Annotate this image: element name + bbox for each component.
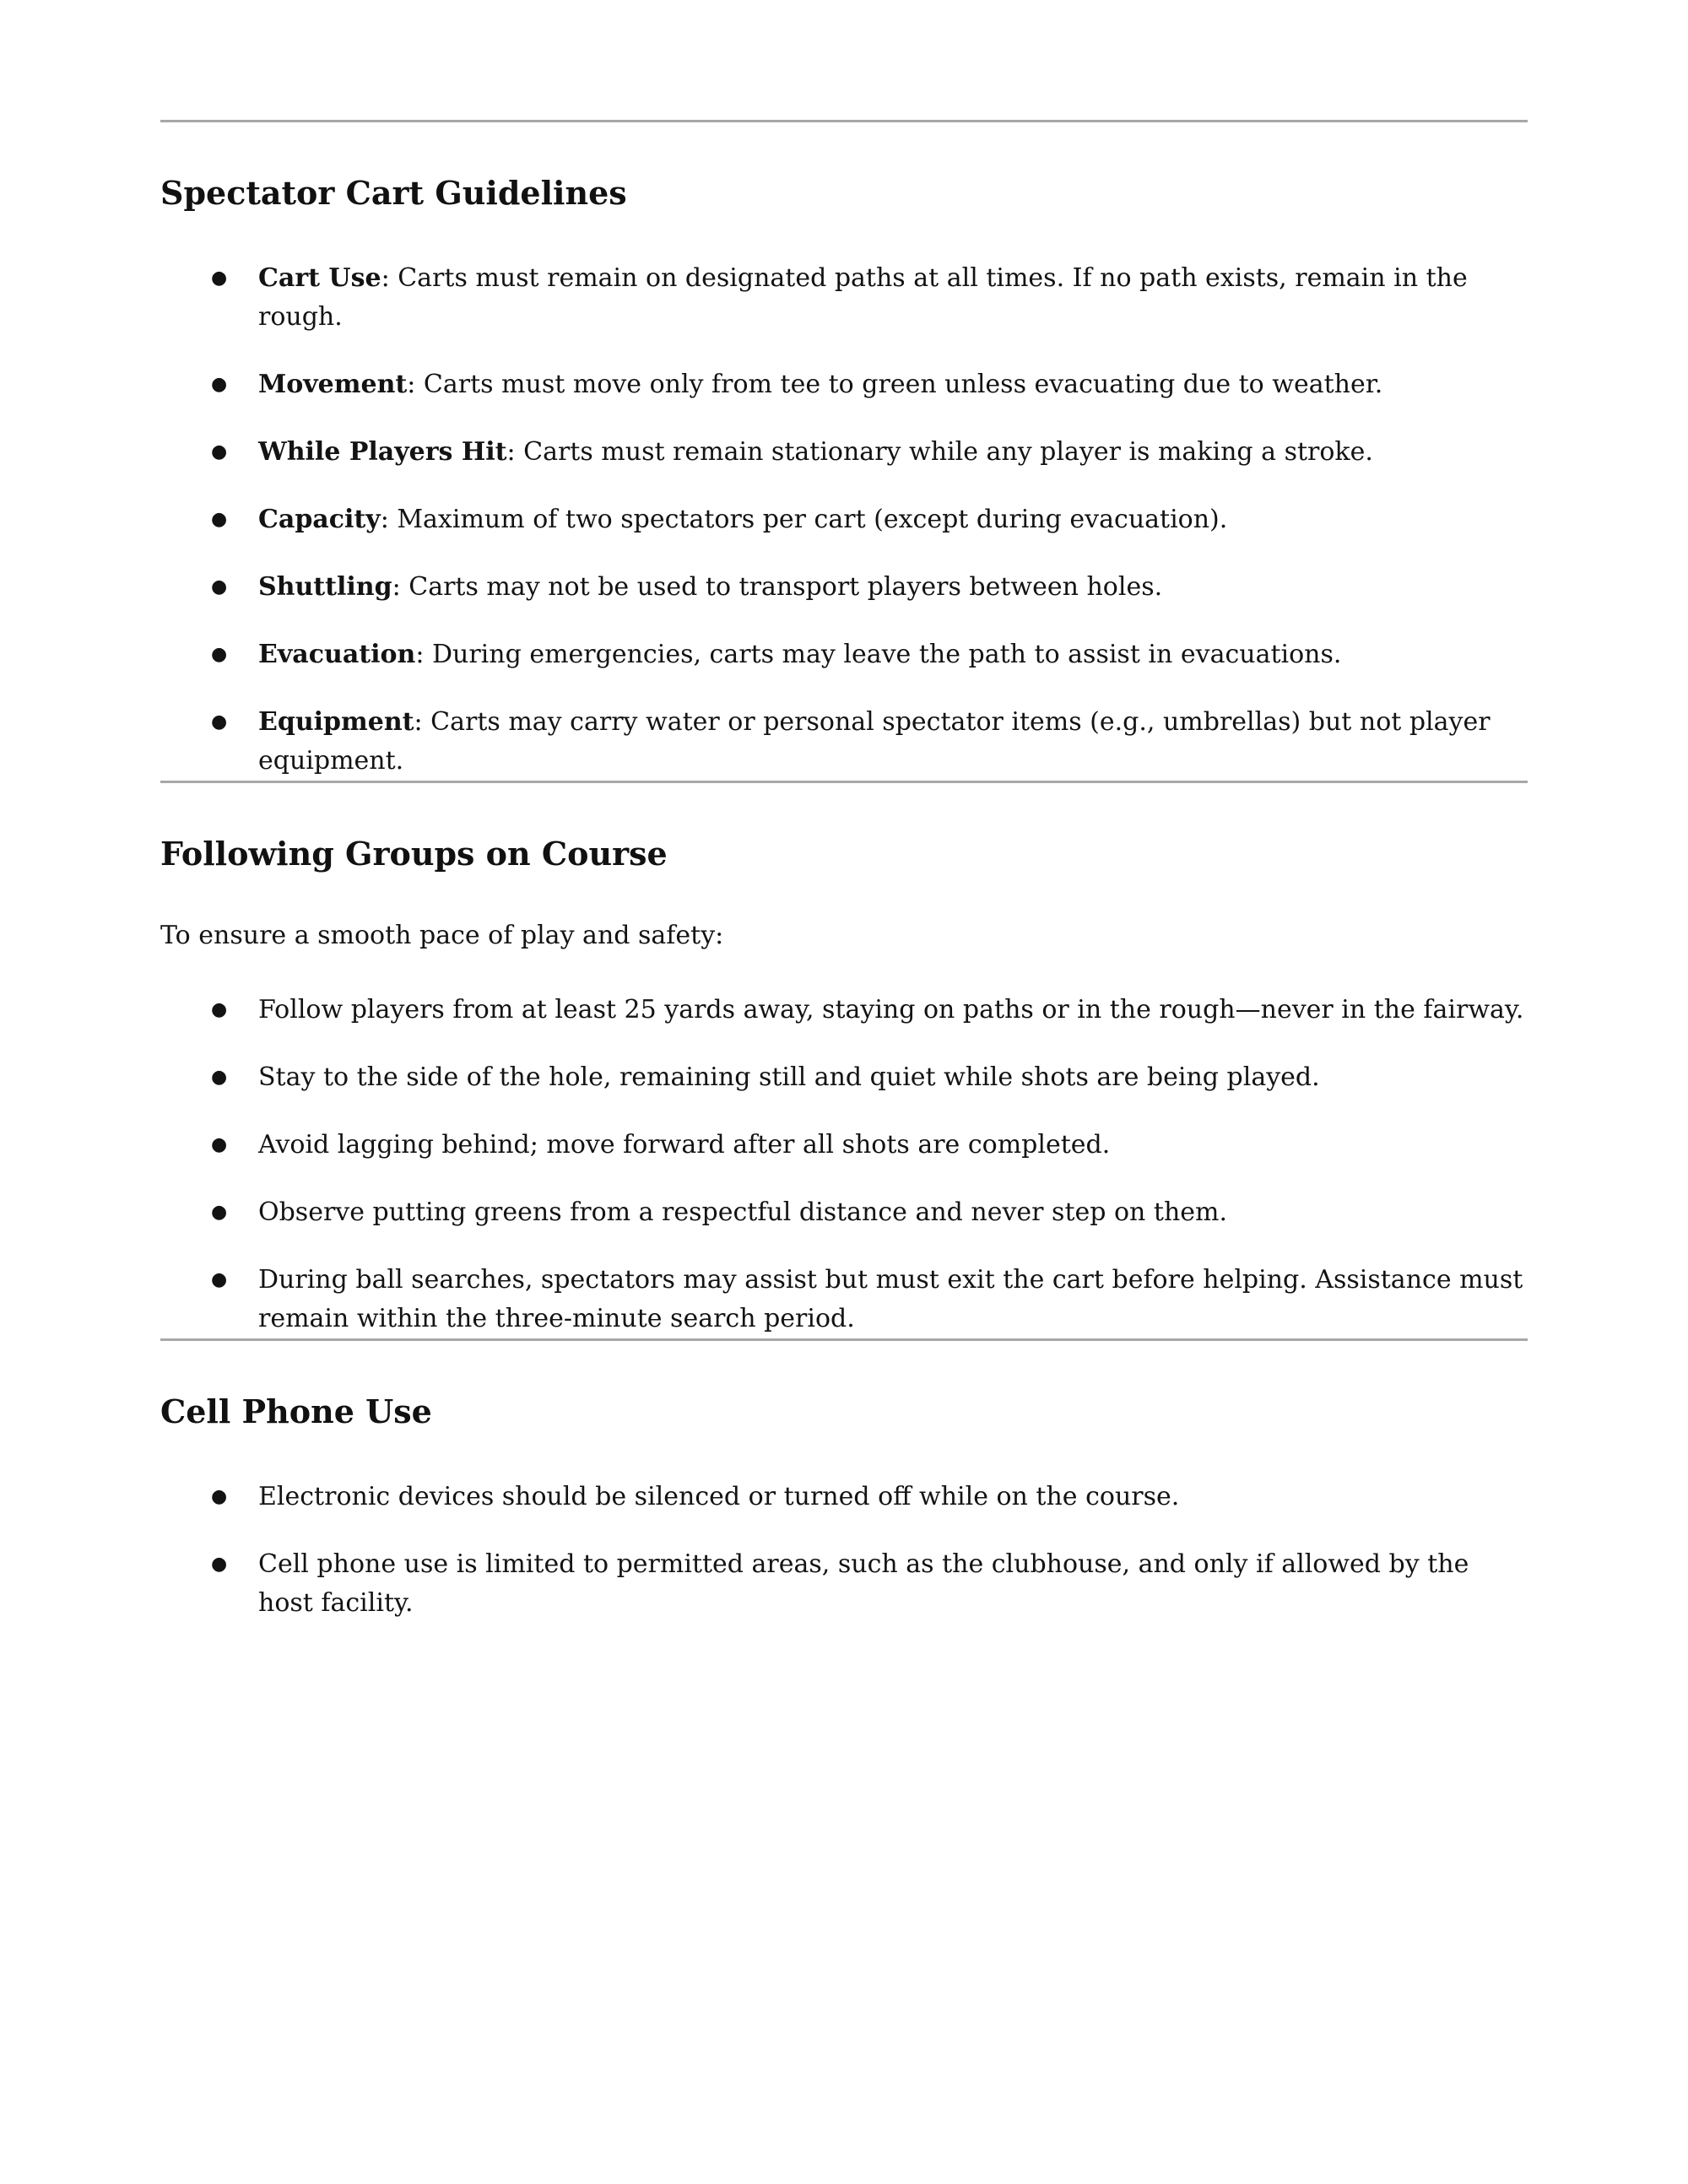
bullet-text: : Maximum of two spectators per cart (except during evacuation). xyxy=(380,505,1228,534)
bullet-lead: Cart Use xyxy=(258,263,381,293)
bullet-marker-icon: ● xyxy=(211,1554,228,1575)
bullet-text: Stay to the side of the hole, remaining still and quiet while shots are being played. xyxy=(258,1062,1320,1092)
section-heading: Spectator Cart Guidelines xyxy=(160,174,627,212)
bullet-lead: While Players Hit xyxy=(258,437,507,467)
bullet-marker-icon: ● xyxy=(211,1486,228,1507)
bullet-text: : Carts must move only from tee to green unless evacuating due to weather. xyxy=(407,370,1383,399)
bullet-item xyxy=(160,635,1528,674)
bullet-list xyxy=(160,259,1528,781)
bullet-item xyxy=(160,259,1528,337)
horizontal-rule xyxy=(160,781,1528,783)
bullet-marker-icon: ● xyxy=(211,441,228,462)
bullet-marker-icon: ● xyxy=(211,268,228,289)
bullet-marker-icon: ● xyxy=(211,576,228,597)
bullet-text: Observe putting greens from a respectful distance and never step on them. xyxy=(258,1197,1228,1227)
bullet-text: : Carts may carry water or personal spectator items (e.g., umbrellas) but not player equipment. xyxy=(258,707,1491,776)
bullet-marker-icon: ● xyxy=(211,509,228,530)
section-heading: Cell Phone Use xyxy=(160,1392,432,1430)
bullet-item xyxy=(160,500,1528,539)
bullet-text: Avoid lagging behind; move forward after all shots are completed. xyxy=(258,1130,1111,1160)
horizontal-rule xyxy=(160,1338,1528,1341)
bullet-text: : Carts must remain on designated paths at all times. If no path exists, remain in the rough. xyxy=(258,263,1468,332)
horizontal-rule xyxy=(160,120,1528,122)
bullet-text: Electronic devices should be silenced or turned off while on the course. xyxy=(258,1482,1180,1511)
bullet-item xyxy=(160,1478,1528,1516)
bullet-text: During ball searches, spectators may assist but must exit the cart before helping. Assistance must remain within the three-minute search period. xyxy=(258,1265,1523,1333)
bullet-text: Follow players from at least 25 yards away, staying on paths or in the rough—never in the fairway. xyxy=(258,995,1524,1024)
bullet-lead: Capacity xyxy=(258,505,381,534)
bullet-list xyxy=(160,1478,1528,1623)
section-cell-phone-use xyxy=(160,1338,1528,1623)
bullet-item xyxy=(160,568,1528,607)
bullet-item xyxy=(160,1261,1528,1338)
bullet-item xyxy=(160,1193,1528,1232)
bullet-list xyxy=(160,991,1528,1338)
bullet-text: : Carts must remain stationary while any player is making a stroke. xyxy=(506,437,1373,467)
bullet-text: : Carts may not be used to transport players between holes. xyxy=(392,572,1163,602)
bullet-marker-icon: ● xyxy=(211,1134,228,1155)
bullet-lead: Evacuation xyxy=(258,640,416,669)
bullet-item xyxy=(160,1058,1528,1097)
bullet-marker-icon: ● xyxy=(211,999,228,1020)
bullet-text: : During emergencies, carts may leave the path to assist in evacuations. xyxy=(415,640,1342,669)
bullet-item xyxy=(160,991,1528,1030)
bullet-text: Cell phone use is limited to permitted areas, such as the clubhouse, and only if allowed by the host facility. xyxy=(258,1549,1469,1618)
bullet-lead: Movement xyxy=(258,370,408,399)
section-following-groups-on-course xyxy=(160,781,1528,1338)
bullet-lead: Shuttling xyxy=(258,572,392,602)
section-spectator-cart-guidelines xyxy=(160,120,1528,781)
bullet-lead: Equipment xyxy=(258,707,414,737)
bullet-item xyxy=(160,365,1528,404)
bullet-item xyxy=(160,1545,1528,1623)
section-heading: Following Groups on Course xyxy=(160,835,668,873)
bullet-marker-icon: ● xyxy=(211,1067,228,1088)
bullet-item xyxy=(160,433,1528,472)
bullet-marker-icon: ● xyxy=(211,1269,228,1290)
bullet-marker-icon: ● xyxy=(211,374,228,395)
bullet-item xyxy=(160,703,1528,781)
intro-paragraph: To ensure a smooth pace of play and safety: xyxy=(160,921,724,950)
bullet-marker-icon: ● xyxy=(211,711,228,733)
bullet-marker-icon: ● xyxy=(211,1202,228,1223)
bullet-item xyxy=(160,1126,1528,1165)
bullet-marker-icon: ● xyxy=(211,644,228,665)
